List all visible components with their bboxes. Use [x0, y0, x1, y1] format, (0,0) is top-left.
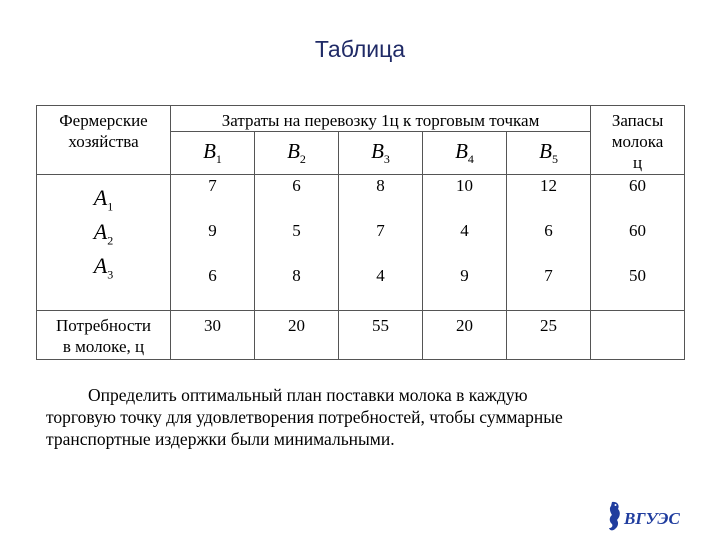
- demand-b5: 25: [507, 311, 591, 360]
- farms-header: Фермерские хозяйства: [37, 106, 171, 175]
- costs-b4: 10 4 9: [423, 175, 507, 311]
- point-b3: $B_3$: [339, 132, 423, 175]
- farm-a3: $A_3$: [93, 253, 114, 282]
- demand-b4: 20: [423, 311, 507, 360]
- farm-a2: $A_2$: [93, 219, 114, 248]
- point-b1: $B_1$: [171, 132, 255, 175]
- task-text: Определить оптимальный план поставки молока в каждую торговую точку для удовлетворения потребностей, чтобы суммарные транспортные издержки были минимальными.: [46, 385, 563, 449]
- transport-table: [36, 105, 685, 360]
- demand-b2: 20: [255, 311, 339, 360]
- stock-header: Запасы молока ц: [591, 106, 685, 175]
- costs-b2: 6 5 8: [255, 175, 339, 311]
- demand-b3: 55: [339, 311, 423, 360]
- point-b5: $B_5$: [507, 132, 591, 175]
- costs-b3: 8 7 4: [339, 175, 423, 311]
- point-b4: $B_4$: [423, 132, 507, 175]
- demand-empty-cell: [591, 311, 685, 360]
- seahorse-icon: [609, 502, 620, 531]
- farms-list: [37, 175, 171, 311]
- point-b2: $B_2$: [255, 132, 339, 175]
- stocks: 60 60 50: [591, 175, 685, 311]
- vgues-logo: [606, 500, 682, 534]
- farm-a1: $A_1$: [93, 185, 114, 214]
- slide-title: Таблица: [314, 36, 406, 62]
- demand-label: Потребности в молоке, ц: [37, 311, 171, 360]
- costs-b1: 7 9 6: [171, 175, 255, 311]
- logo-text: ВГУЭС: [624, 509, 680, 528]
- costs-b5: 12 6 7: [507, 175, 591, 311]
- costs-header: Затраты на перевозку 1ц к торговым точкам: [171, 106, 591, 132]
- demand-b1: 30: [171, 311, 255, 360]
